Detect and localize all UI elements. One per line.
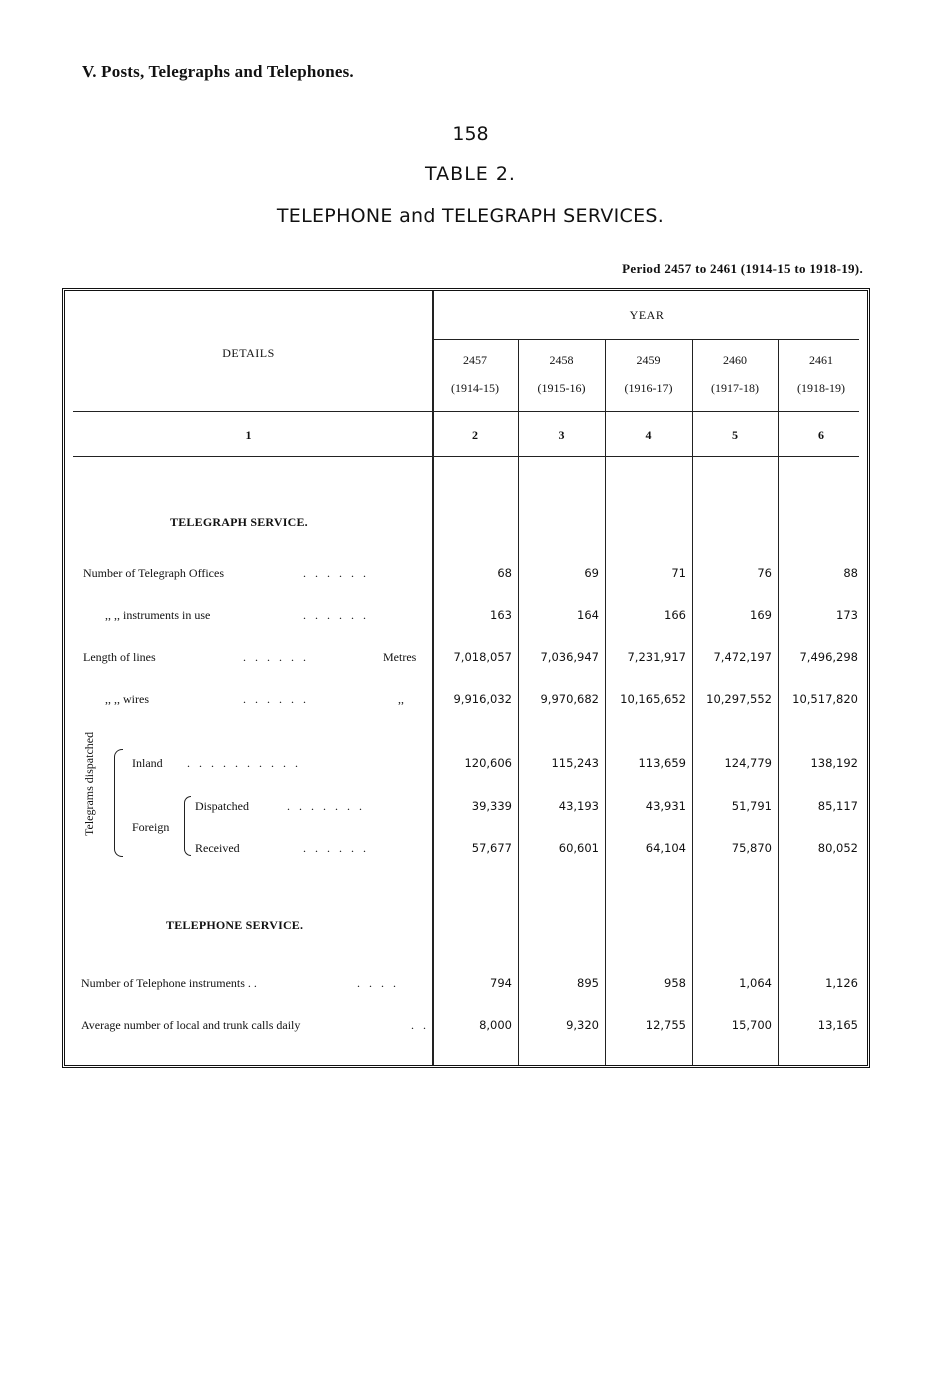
cell-value: 113,659 — [638, 756, 686, 770]
year-header: YEAR — [629, 308, 665, 322]
year-be-2457: 2457 — [463, 353, 487, 367]
cell-value: 7,231,917 — [627, 650, 686, 664]
year-ce-1916: (1916-17) — [624, 381, 673, 395]
year-ce-1918: (1918-19) — [797, 381, 845, 395]
cell-value: 85,117 — [817, 799, 858, 813]
cell-value: 43,193 — [558, 799, 599, 813]
cell-value: 173 — [836, 608, 858, 622]
cell-value: 958 — [664, 976, 686, 990]
year-ce-1917: (1917-18) — [711, 381, 759, 395]
year-be-2461: 2461 — [809, 353, 833, 367]
cell-value: 10,297,552 — [706, 692, 772, 706]
cell-value: 10,165,652 — [620, 692, 686, 706]
column-number: 4 — [645, 428, 652, 442]
column-number: 1 — [245, 428, 252, 442]
column-number: 5 — [732, 428, 738, 442]
cell-value: 115,243 — [551, 756, 599, 770]
cell-value: 166 — [664, 608, 686, 622]
row-label: ,, ,, instruments in use — [105, 608, 211, 622]
cell-value: 13,165 — [817, 1018, 858, 1032]
telegraph-section-title: TELEGRAPH SERVICE. — [170, 515, 308, 529]
row-divider — [73, 411, 859, 412]
unit-label: ,, — [398, 692, 404, 706]
cell-value: 164 — [577, 608, 599, 622]
data-table — [62, 288, 870, 1068]
cell-value: 71 — [671, 566, 686, 580]
foreign-label: Foreign — [132, 820, 170, 834]
leader-dots: . . . . — [357, 976, 399, 990]
cell-value: 51,791 — [731, 799, 772, 813]
cell-value: 69 — [584, 566, 599, 580]
leader-dots: . . — [411, 1018, 429, 1032]
year-be-2459: 2459 — [636, 353, 661, 367]
telegrams-dispatched-label: Telegrams dispatched — [82, 731, 96, 836]
cell-value: 794 — [490, 976, 512, 990]
cell-value: 9,320 — [566, 1018, 599, 1032]
cell-value: 138,192 — [810, 756, 858, 770]
cell-value: 9,916,032 — [453, 692, 512, 706]
row-label-inland: Inland — [132, 756, 163, 770]
column-divider — [432, 291, 434, 1065]
cell-value: 10,517,820 — [792, 692, 858, 706]
row-label: Number of Telegraph Offices — [83, 566, 224, 580]
cell-value: 7,036,947 — [540, 650, 599, 664]
cell-value: 1,126 — [825, 976, 858, 990]
cell-value: 64,104 — [645, 841, 686, 855]
column-number: 2 — [472, 428, 478, 442]
cell-value: 7,496,298 — [799, 650, 858, 664]
row-label-received: Received — [195, 841, 240, 855]
unit-label: Metres — [383, 650, 417, 664]
cell-value: 7,472,197 — [713, 650, 772, 664]
row-label: Average number of local and trunk calls daily — [81, 1018, 301, 1032]
page-number: 158 — [452, 123, 489, 145]
year-be-2460: 2460 — [723, 353, 747, 367]
row-label: Number of Telephone instruments . . — [81, 976, 257, 990]
table-subtitle: TELEPHONE and TELEGRAPH SERVICES. — [276, 205, 665, 227]
cell-value: 9,970,682 — [540, 692, 599, 706]
column-number: 6 — [818, 428, 824, 442]
cell-value: 169 — [750, 608, 772, 622]
cell-value: 120,606 — [464, 756, 512, 770]
cell-value: 76 — [757, 566, 772, 580]
cell-value: 75,870 — [731, 841, 772, 855]
row-label: ,, ,, wires — [105, 692, 149, 706]
leader-dots: . . . . . . . . . . — [187, 756, 301, 770]
cell-value: 163 — [490, 608, 512, 622]
cell-value: 895 — [577, 976, 599, 990]
cell-value: 7,018,057 — [453, 650, 512, 664]
row-divider — [73, 456, 859, 457]
leader-dots: . . . . . . — [243, 692, 309, 706]
cell-value: 15,700 — [731, 1018, 772, 1032]
cell-value: 43,931 — [645, 799, 686, 813]
cell-value: 1,064 — [739, 976, 772, 990]
cell-value: 60,601 — [558, 841, 599, 855]
cell-value: 68 — [497, 566, 512, 580]
cell-value: 8,000 — [479, 1018, 512, 1032]
cell-value: 88 — [843, 566, 858, 580]
telephone-section-title: TELEPHONE SERVICE. — [166, 918, 304, 932]
leader-dots: . . . . . . — [243, 650, 309, 664]
column-number: 3 — [558, 428, 565, 442]
leader-dots: . . . . . . . — [287, 799, 365, 813]
cell-value: 57,677 — [471, 841, 512, 855]
row-divider — [432, 339, 859, 340]
row-label: Length of lines — [83, 650, 156, 664]
table-title: TABLE 2. — [425, 163, 516, 185]
foreign-brace — [184, 796, 191, 856]
cell-value: 12,755 — [645, 1018, 686, 1032]
cell-value: 124,779 — [724, 756, 772, 770]
details-header: DETAILS — [222, 346, 275, 360]
leader-dots: . . . . . . — [303, 566, 369, 580]
leader-dots: . . . . . . — [303, 841, 369, 855]
row-label-dispatched: Dispatched — [195, 799, 249, 813]
cell-value: 39,339 — [471, 799, 512, 813]
period-label: Period 2457 to 2461 (1914-15 to 1918-19). — [622, 261, 863, 276]
group-brace — [114, 749, 123, 857]
leader-dots: . . . . . . — [303, 608, 369, 622]
section-title: V. Posts, Telegraphs and Telephones. — [82, 62, 354, 81]
year-ce-1915: (1915-16) — [537, 381, 586, 395]
year-be-2458: 2458 — [549, 353, 574, 367]
year-ce-1914: (1914-15) — [451, 381, 499, 395]
cell-value: 80,052 — [817, 841, 858, 855]
